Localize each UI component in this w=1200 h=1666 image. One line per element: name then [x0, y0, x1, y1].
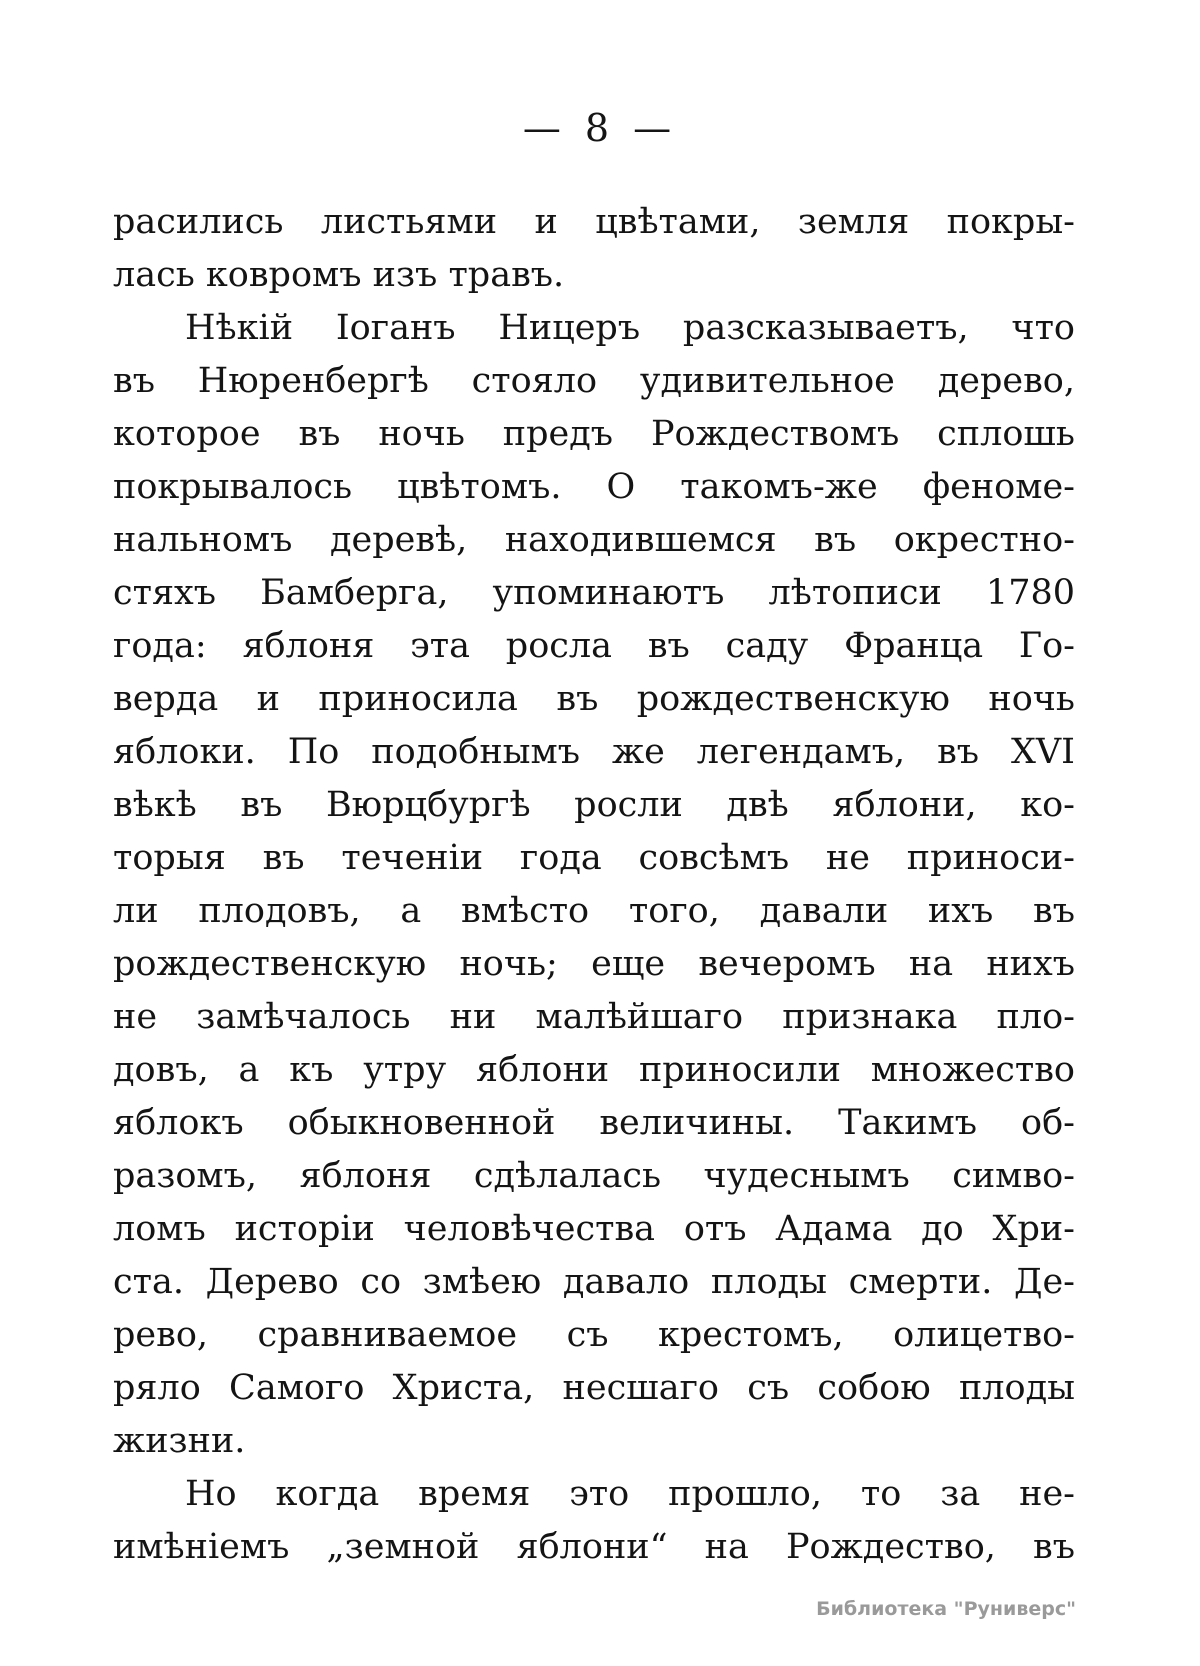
- text-line: ли плодовъ, а вмѣсто того, давали ихъ въ: [113, 891, 1075, 931]
- text-line: которое въ ночь предъ Рождествомъ сплошь: [113, 414, 1075, 454]
- text-line: яблокъ обыкновенной величины. Такимъ об-: [113, 1103, 1075, 1143]
- text-line: рождественскую ночь; еще вечеромъ на нихъ: [113, 944, 1075, 984]
- text-line: жизни.: [113, 1421, 246, 1461]
- text-line: въ Нюренбергѣ стояло удивительное дерево,: [113, 361, 1075, 401]
- text-line: ломъ исторіи человѣчества отъ Адама до Хри-: [113, 1209, 1075, 1249]
- text-line: разомъ, яблоня сдѣлалась чудеснымъ симво-: [113, 1156, 1075, 1196]
- body-text: [113, 196, 1075, 1574]
- text-line: лась ковромъ изъ травъ.: [113, 255, 565, 295]
- text-line: яблоки. По подобнымъ же легендамъ, въ XVI: [113, 732, 1075, 772]
- text-line: ряло Самого Христа, несшаго съ собою плоды: [113, 1368, 1075, 1408]
- text-line: вѣкѣ въ Вюрцбургѣ росли двѣ яблони, ко-: [113, 785, 1075, 825]
- text-line: Нѣкій Іоганъ Ницеръ разсказываетъ, что: [185, 308, 1075, 348]
- text-line: нальномъ деревѣ, находившемся въ окрестно-: [113, 520, 1075, 560]
- text-line: имѣніемъ „земной яблони“ на Рождество, въ: [113, 1527, 1075, 1567]
- text-line: не замѣчалось ни малѣйшаго признака пло-: [113, 997, 1075, 1037]
- page-number: — 8 —: [522, 106, 678, 150]
- text-line: торыя въ теченіи года совсѣмъ не приноси-: [113, 838, 1075, 878]
- text-line: года: яблоня эта росла въ саду Франца Го-: [113, 626, 1075, 666]
- library-watermark: Библиотека "Руниверс": [816, 1598, 1076, 1620]
- text-line: стяхъ Бамберга, упоминаютъ лѣтописи 1780: [113, 573, 1075, 613]
- text-line: верда и приносила въ рождественскую ночь: [113, 679, 1075, 719]
- text-line: расились листьями и цвѣтами, земля покры-: [113, 202, 1075, 242]
- text-line: ста. Дерево со змѣею давало плоды смерти. Де-: [113, 1262, 1075, 1302]
- text-line: рево, сравниваемое съ крестомъ, олицетво-: [113, 1315, 1075, 1355]
- text-line: довъ, а къ утру яблони приносили множество: [113, 1050, 1075, 1090]
- text-line: покрывалось цвѣтомъ. О такомъ-же феноме-: [113, 467, 1075, 507]
- text-line: Но когда время это прошло, то за не-: [185, 1474, 1075, 1514]
